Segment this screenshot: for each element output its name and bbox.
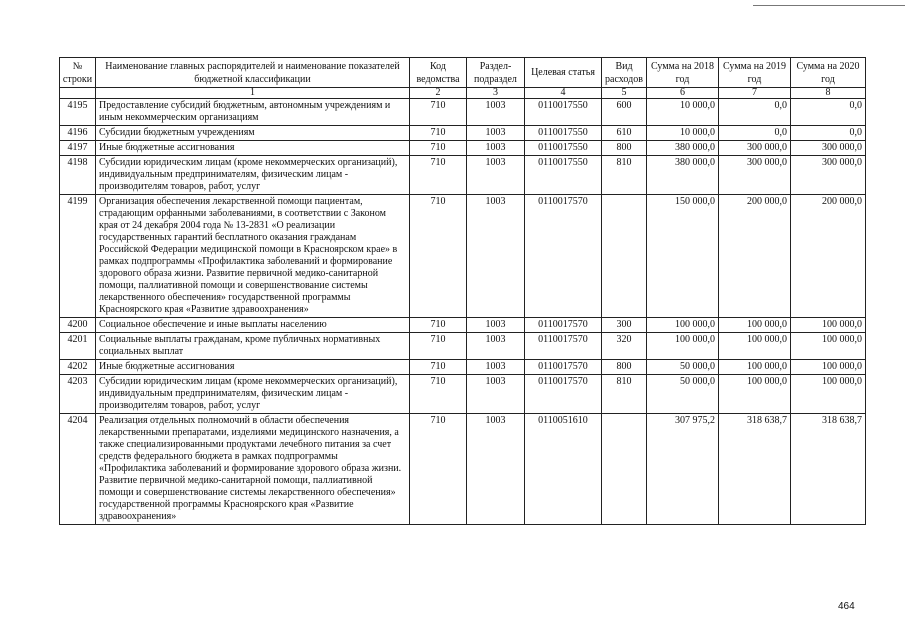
sum-2020: 100 000,0 [791,318,866,333]
row-name: Реализация отдельных полномочий в области обеспечения лекарственными препаратами, изделиями медицинского назначения, а также специализированными продуктами лечебного питания за счет средств федерального бюджета в рамках подпрограммы «Профилактика заболеваний и формирование здорового образа жизни. Развитие первичной медико-санитарной помощи, паллиативной помощи и совершенствование системы лекарственного обеспечения» государственной программы Красноярского края «Развитие здравоохранения» [96,414,410,525]
section-code: 1003 [467,126,525,141]
section-code: 1003 [467,360,525,375]
header-row [60,58,866,88]
sum-2018: 10 000,0 [647,126,719,141]
sum-2018: 50 000,0 [647,375,719,414]
header-section: Раздел-подраздел [467,58,525,88]
sum-2019: 0,0 [719,99,791,126]
expense-type: 600 [602,99,647,126]
target-article: 0110017550 [525,141,602,156]
sum-2018: 380 000,0 [647,141,719,156]
row-name: Социальное обеспечение и иные выплаты населению [96,318,410,333]
column-number: 6 [647,88,719,99]
target-article: 0110017570 [525,333,602,360]
target-article: 0110017570 [525,318,602,333]
sum-2019: 300 000,0 [719,156,791,195]
department-code: 710 [410,195,467,318]
row-name: Субсидии юридическим лицам (кроме некоммерческих организаций), индивидуальным предпринимателям, физическим лицам - производителям товаров, работ, услуг [96,375,410,414]
sum-2019: 318 638,7 [719,414,791,525]
row-name: Организация обеспечения лекарственной помощи пациентам, страдающим орфанными заболеваниями, в соответствии с Законом края от 24 декабря 2004 года № 13-2831 «О реализации государственных гарантий бесплатного оказания гражданам Российской Федерации медицинской помощи в Красноярском крае» в рамках подпрограммы «Профилактика заболеваний и формирование здорового образа жизни. Развитие первичной медико-санитарной помощи, паллиативной помощи и совершенствование системы лекарственного обеспечения» государственной программы Красноярского края «Развитие здравоохранения» [96,195,410,318]
row-number: 4202 [60,360,96,375]
sum-2020: 0,0 [791,126,866,141]
expense-type [602,414,647,525]
row-number: 4198 [60,156,96,195]
section-code: 1003 [467,375,525,414]
header-sum-2020: Сумма на 2020 год [791,58,866,88]
table-row [60,195,866,318]
target-article: 0110017550 [525,99,602,126]
department-code: 710 [410,156,467,195]
table-row [60,318,866,333]
header-target-article: Целевая статья [525,58,602,88]
department-code: 710 [410,126,467,141]
table-row [60,333,866,360]
target-article: 0110017570 [525,375,602,414]
section-code: 1003 [467,99,525,126]
sum-2019: 100 000,0 [719,360,791,375]
column-number: 1 [96,88,410,99]
table-row [60,375,866,414]
sum-2018: 100 000,0 [647,318,719,333]
header-department-code: Код ведомства [410,58,467,88]
sum-2020: 100 000,0 [791,333,866,360]
section-code: 1003 [467,414,525,525]
column-number-row [60,88,866,99]
row-number: 4203 [60,375,96,414]
row-number: 4196 [60,126,96,141]
top-rule [753,5,905,6]
expense-type: 810 [602,156,647,195]
sum-2018: 50 000,0 [647,360,719,375]
sum-2020: 0,0 [791,99,866,126]
sum-2018: 150 000,0 [647,195,719,318]
sum-2020: 318 638,7 [791,414,866,525]
table-row [60,99,866,126]
sum-2020: 300 000,0 [791,141,866,156]
column-number [60,88,96,99]
sum-2020: 100 000,0 [791,375,866,414]
header-sum-2019: Сумма на 2019 год [719,58,791,88]
row-name: Субсидии бюджетным учреждениям [96,126,410,141]
row-number: 4204 [60,414,96,525]
target-article: 0110017550 [525,126,602,141]
column-number: 2 [410,88,467,99]
section-code: 1003 [467,318,525,333]
sum-2019: 0,0 [719,126,791,141]
row-number: 4200 [60,318,96,333]
sum-2018: 10 000,0 [647,99,719,126]
column-number: 4 [525,88,602,99]
department-code: 710 [410,360,467,375]
target-article: 0110017570 [525,195,602,318]
header-name: Наименование главных распорядителей и наименование показателей бюджетной классификации [96,58,410,88]
expense-type: 610 [602,126,647,141]
department-code: 710 [410,333,467,360]
sum-2018: 380 000,0 [647,156,719,195]
page-number: 464 [838,601,855,612]
target-article: 0110017570 [525,360,602,375]
section-code: 1003 [467,195,525,318]
department-code: 710 [410,375,467,414]
expense-type: 320 [602,333,647,360]
target-article: 0110017550 [525,156,602,195]
row-name: Иные бюджетные ассигнования [96,141,410,156]
sum-2018: 307 975,2 [647,414,719,525]
budget-table [59,57,866,525]
table-row [60,156,866,195]
column-number: 5 [602,88,647,99]
table-row [60,141,866,156]
department-code: 710 [410,318,467,333]
row-name: Субсидии юридическим лицам (кроме некоммерческих организаций), индивидуальным предпринимателям, физическим лицам - производителям товаров, работ, услуг [96,156,410,195]
sum-2019: 100 000,0 [719,333,791,360]
table-body [60,99,866,525]
expense-type: 300 [602,318,647,333]
sum-2020: 100 000,0 [791,360,866,375]
sum-2020: 300 000,0 [791,156,866,195]
section-code: 1003 [467,141,525,156]
department-code: 710 [410,414,467,525]
sum-2019: 100 000,0 [719,375,791,414]
row-number: 4195 [60,99,96,126]
expense-type: 800 [602,141,647,156]
department-code: 710 [410,141,467,156]
table-row [60,126,866,141]
sum-2019: 100 000,0 [719,318,791,333]
sum-2019: 300 000,0 [719,141,791,156]
expense-type: 810 [602,375,647,414]
section-code: 1003 [467,333,525,360]
section-code: 1003 [467,156,525,195]
expense-type: 800 [602,360,647,375]
column-number: 8 [791,88,866,99]
row-number: 4197 [60,141,96,156]
row-name: Социальные выплаты гражданам, кроме публичных нормативных социальных выплат [96,333,410,360]
header-sum-2018: Сумма на 2018 год [647,58,719,88]
row-number: 4201 [60,333,96,360]
sum-2019: 200 000,0 [719,195,791,318]
table-row [60,414,866,525]
department-code: 710 [410,99,467,126]
sum-2018: 100 000,0 [647,333,719,360]
target-article: 0110051610 [525,414,602,525]
sum-2020: 200 000,0 [791,195,866,318]
column-number: 3 [467,88,525,99]
expense-type [602,195,647,318]
row-name: Предоставление субсидий бюджетным, автономным учреждениям и иным некоммерческим организациям [96,99,410,126]
header-row-number: № строки [60,58,96,88]
row-name: Иные бюджетные ассигнования [96,360,410,375]
row-number: 4199 [60,195,96,318]
header-expense-type: Вид расходов [602,58,647,88]
table-row [60,360,866,375]
column-number: 7 [719,88,791,99]
